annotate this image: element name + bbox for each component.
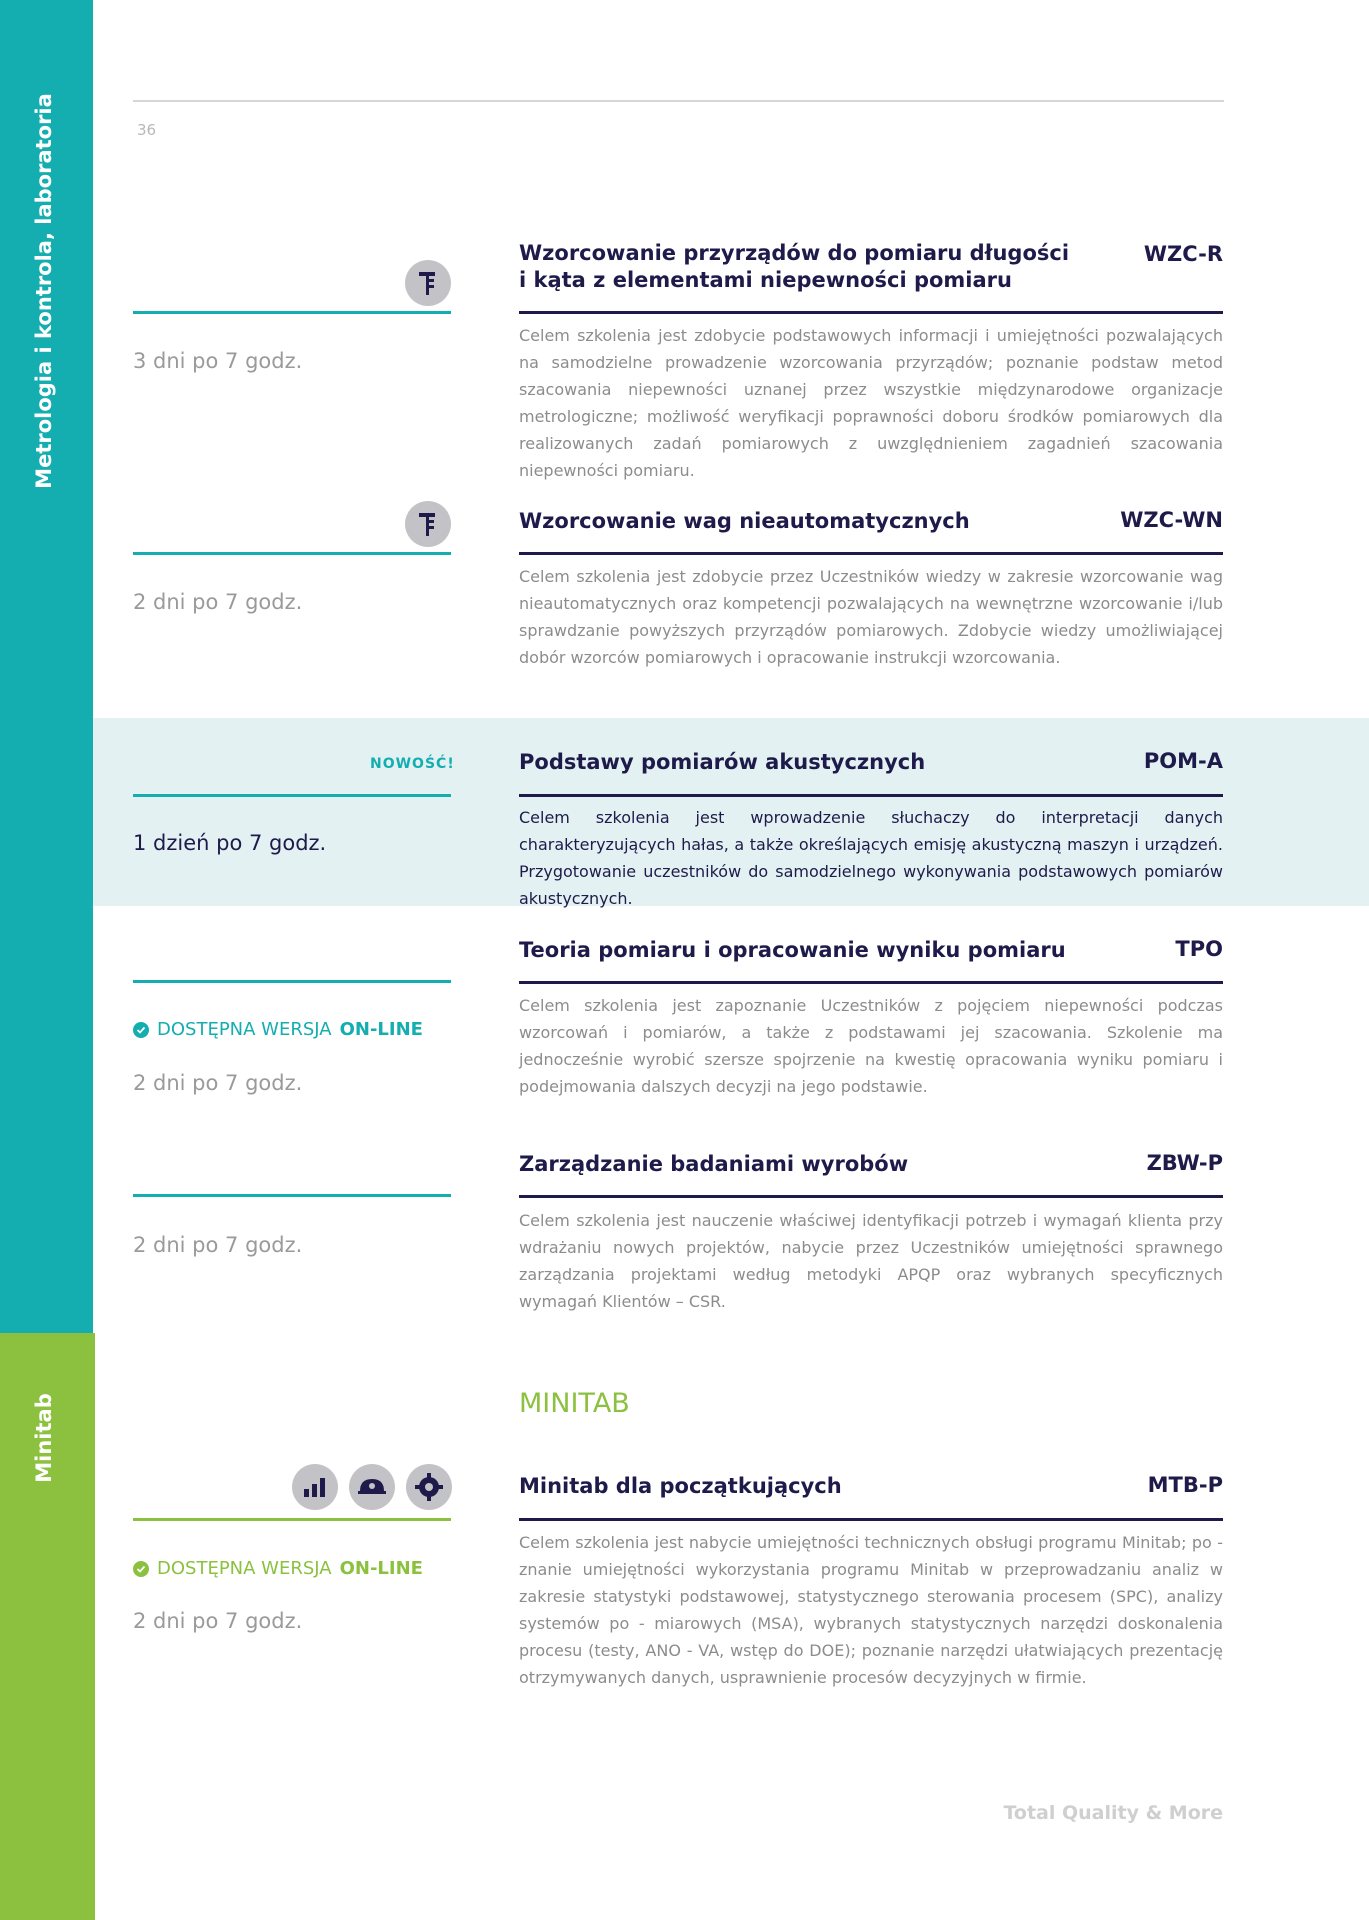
new-badge: NOWOŚĆ! [370,756,455,772]
check-circle-icon [133,1022,149,1038]
page-number: 36 [137,121,157,139]
hardhat-gear-icon [349,1464,395,1510]
course-4-code: TPO [1175,937,1223,961]
course-4-title: Teoria pomiaru i opracowanie wyniku pomiaru [519,938,1066,962]
course-4-description: Celem szkolenia jest zapoznanie Uczestników z pojęciem niepewności podczas wzorcowań i pomiarów, a także z podstawami jej szacowania. Szkolenie ma jednocześnie wyrobić szersze spojrzenie na kwestię opracowania wyniku pomiaru i podejmowania dalszych decyzji na jego podstawie. [519,996,1223,1096]
course-2-description: Celem szkolenia jest zdobycie przez Uczestników wiedzy w zakresie wzorcowanie wag nieautomatycznych oraz kompetencji pozwalających na wewnętrzne wzorcowanie i/lub sprawdzanie powyższych przyrządów pomiarowych. Zdobycie wiedzy umożliwiającej dobór wzorców pomiarowych i opracowanie instrukcji wzorcowania. [519,567,1223,667]
course-2-duration: 2 dni po 7 godz. [133,590,303,614]
course-5-duration: 2 dni po 7 godz. [133,1233,303,1257]
course-1-code: WZC-R [1143,242,1223,266]
course-1-title-line2: i kąta z elementami niepewności pomiaru [519,268,1012,292]
course-2-code: WZC-WN [1120,508,1223,532]
minitab-online-badge [133,1558,423,1579]
minitab-title-rule [519,1518,1223,1521]
course-4-online-suffix: ON-LINE [339,1019,423,1040]
course-3-title: Podstawy pomiarów akustycznych [519,750,926,774]
caliper-icon [405,501,451,547]
minitab-online-suffix: ON-LINE [339,1558,423,1579]
course-3-code: POM-A [1143,749,1223,773]
minitab-code: MTB-P [1147,1473,1223,1497]
course-5-title: Zarządzanie badaniami wyrobów [519,1152,909,1176]
course-5-description: Celem szkolenia jest nauczenie właściwej identyfikacji potrzeb i wymagań klienta przy wdrażaniu nowych projektów, nabycie przez Uczestników umiejętności sprawnego zarządzania projektami według metodyki APQP oraz wybranych specyficznych wymagań Klientów – CSR. [519,1211,1223,1311]
course-4-duration: 2 dni po 7 godz. [133,1071,303,1095]
footer-brand: Total Quality & More [1003,1802,1223,1824]
course-5-title-rule [519,1195,1223,1198]
course-1-left-rule [133,311,451,314]
caliper-icon [405,260,451,306]
top-divider [133,100,1224,102]
course-3-duration: 1 dzień po 7 godz. [133,831,327,855]
minitab-left-rule [133,1518,451,1521]
course-1-duration: 3 dni po 7 godz. [133,349,303,373]
minitab-duration: 2 dni po 7 godz. [133,1609,303,1633]
minitab-section-title: MINITAB [519,1388,630,1419]
course-2-title-rule [519,552,1223,555]
course-2-left-rule [133,552,451,555]
course-4-left-rule [133,980,451,983]
course-4-online-prefix: DOSTĘPNA WERSJA [157,1019,332,1040]
course-1-title [519,240,1079,294]
minitab-title: Minitab dla początkujących [519,1474,842,1498]
course-4-title-rule [519,981,1223,984]
course-1-title-rule [519,311,1223,314]
check-circle-icon [133,1561,149,1577]
gear-icon [406,1464,452,1510]
course-5-code: ZBW-P [1146,1151,1223,1175]
bar-chart-icon [292,1464,338,1510]
sidebar-minitab-label: Minitab [32,1393,56,1483]
course-3-left-rule [133,794,451,797]
course-5-left-rule [133,1194,451,1197]
course-3-title-rule [519,794,1223,797]
course-3-description: Celem szkolenia jest wprowadzenie słuchaczy do interpretacji danych charakteryzujących hałas, a także określających emisję akustyczną maszyn i urządzeń. Przygotowanie uczestników do samodzielnego wykonywania podstawowych pomiarów akustycznych. [519,808,1223,908]
course-4-online-badge [133,1019,423,1040]
course-2-title: Wzorcowanie wag nieautomatycznych [519,509,970,533]
course-1-title-line1: Wzorcowanie przyrządów do pomiaru długości [519,241,1070,265]
sidebar-metrologia-label: Metrologia i kontrola, laboratoria [32,93,56,489]
minitab-description: Celem szkolenia jest nabycie umiejętności technicznych obsługi programu Minitab; po - znanie umiejętności wykorzystania programu Minitab w przeprowadzaniu analiz w zakresie statystyki podstawowej, statystycznego sterowania procesem (SPC), analizy systemów po - miarowych (MSA), wybranych statystycznych narzędzi doskonalenia procesu (testy, ANO - VA, wstęp do DOE); poznanie narzędzi ułatwiających prezentację otrzymywanych danych, usprawnienie procesów decyzyjnych w firmie. [519,1533,1223,1687]
course-1-description: Celem szkolenia jest zdobycie podstawowych informacji i umiejętności pozwalających na samodzielne prowadzenie wzorcowania przyrządów; poznanie podstaw metod szacowania niepewności uznanej przez wszystkie międzynarodowe organizacje metrologiczne; możliwość weryfikacji poprawności doboru środków pomiarowych dla realizowanych zadań pomiarowych z uwzględnieniem zagadnień szacowania niepewności pomiaru. [519,326,1223,480]
minitab-online-prefix: DOSTĘPNA WERSJA [157,1558,332,1579]
